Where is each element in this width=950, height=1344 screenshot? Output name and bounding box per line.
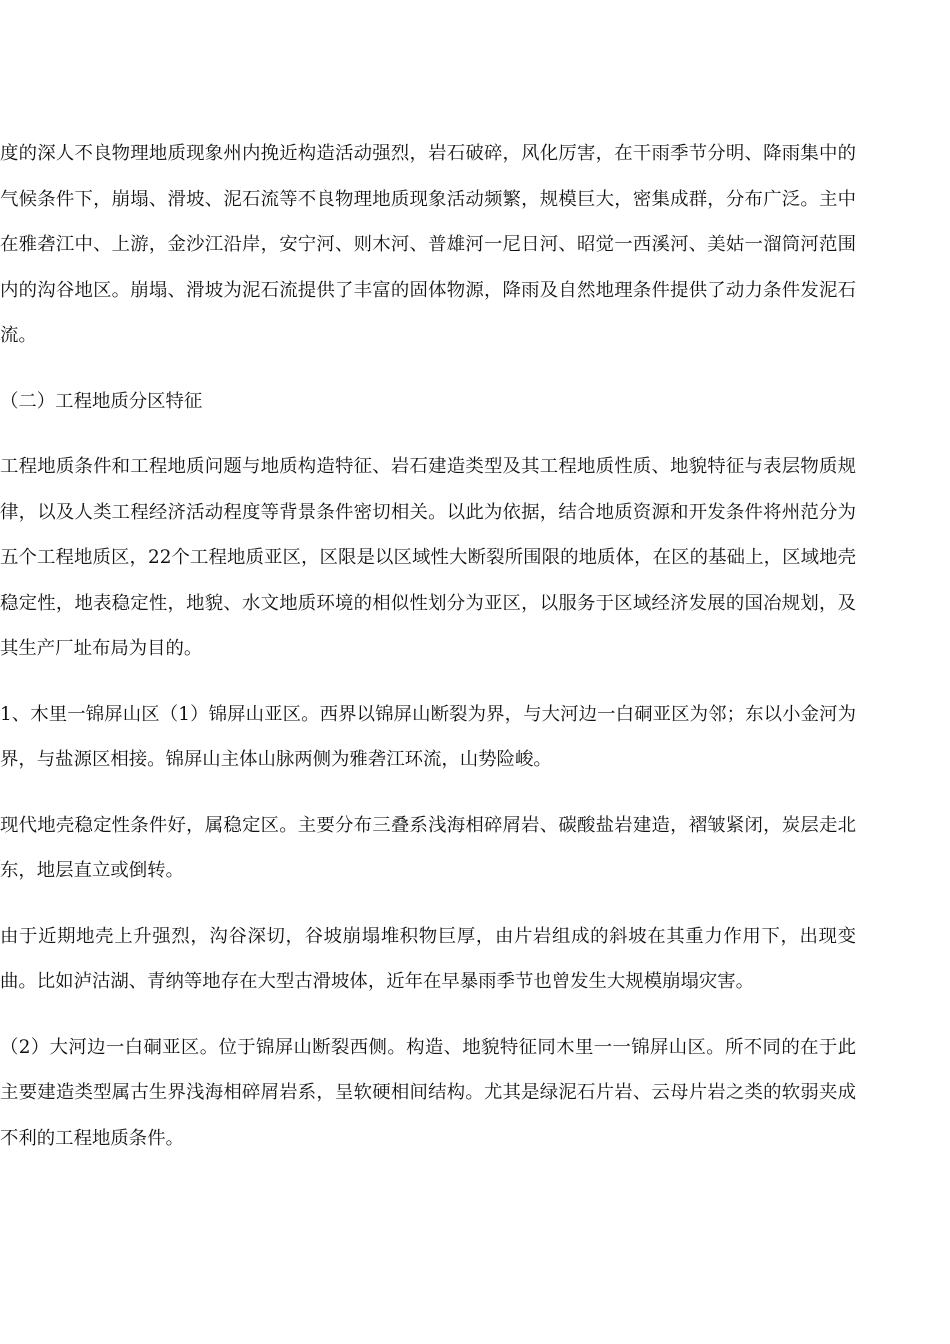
paragraph-jinpingshan-subzone: 1、木里一锦屏山区（1）锦屏山亚区。西界以锦屏山断裂为界，与大河边一白硐亚区为邻；东以小金河为界，与盐源区相接。锦屏山主体山脉两侧为雅砻江环流，山势险峻。: [0, 703, 856, 770]
paragraph-dahebian-subzone: （2）大河边一白硐亚区。位于锦屏山断裂西侧。构造、地貌特征同木里一一锦屏山区。所不同的在于此主要建造类型属古生界浅海相碎屑岩系，呈软硬相间结构。尤其是绿泥石片岩、云母片岩之类的软弱夹成不利的工程地质条件。: [0, 1036, 856, 1149]
document-body: [0, 131, 856, 1181]
section-heading-zoning: （二）工程地质分区特征: [0, 390, 203, 412]
paragraph-crustal-stability: 现代地壳稳定性条件好，属稳定区。主要分布三叠系浅海相碎屑岩、碳酸盐岩建造，褶皱紧闭，炭层走北东，地层直立或倒转。: [0, 814, 856, 881]
paragraph-uplift-collapse: 由于近期地壳上升强烈，沟谷深切，谷坡崩塌堆积物巨厚，由片岩组成的斜坡在其重力作用下，出现变曲。比如泸沽湖、青纳等地存在大型古滑坡体，近年在早暴雨季节也曾发生大规模崩塌灾害。: [0, 925, 856, 992]
paragraph-geohazard-overview: 度的深人不良物理地质现象州内挽近构造活动强烈，岩石破碎，风化厉害，在干雨季节分明、降雨集中的气候条件下，崩塌、滑坡、泥石流等不良物理地质现象活动频繁，规模巨大，密集成群，分布广泛。主中在雅砻江中、上游，金沙江沿岸，安宁河、则木河、普雄河一尼日河、昭觉一西溪河、美姑一溜筒河范围内的沟谷地区。崩塌、滑坡为泥石流提供了丰富的固体物源，降雨及自然地理条件提供了动力条件发泥石流。: [0, 143, 856, 346]
paragraph-zoning-basis: 工程地质条件和工程地质问题与地质构造特征、岩石建造类型及其工程地质性质、地貌特征与表层物质规律，以及人类工程经济活动程度等背景条件密切相关。以此为依据，结合地质资源和开发条件将州范分为五个工程地质区，22个工程地质亚区，区限是以区域性大断裂所围限的地质体，在区的基础上，区域地壳稳定性，地表稳定性，地貌、水文地质环境的相似性划分为亚区，以服务于区域经济发展的国冶规划，及其生产厂址布局为目的。: [0, 456, 856, 659]
